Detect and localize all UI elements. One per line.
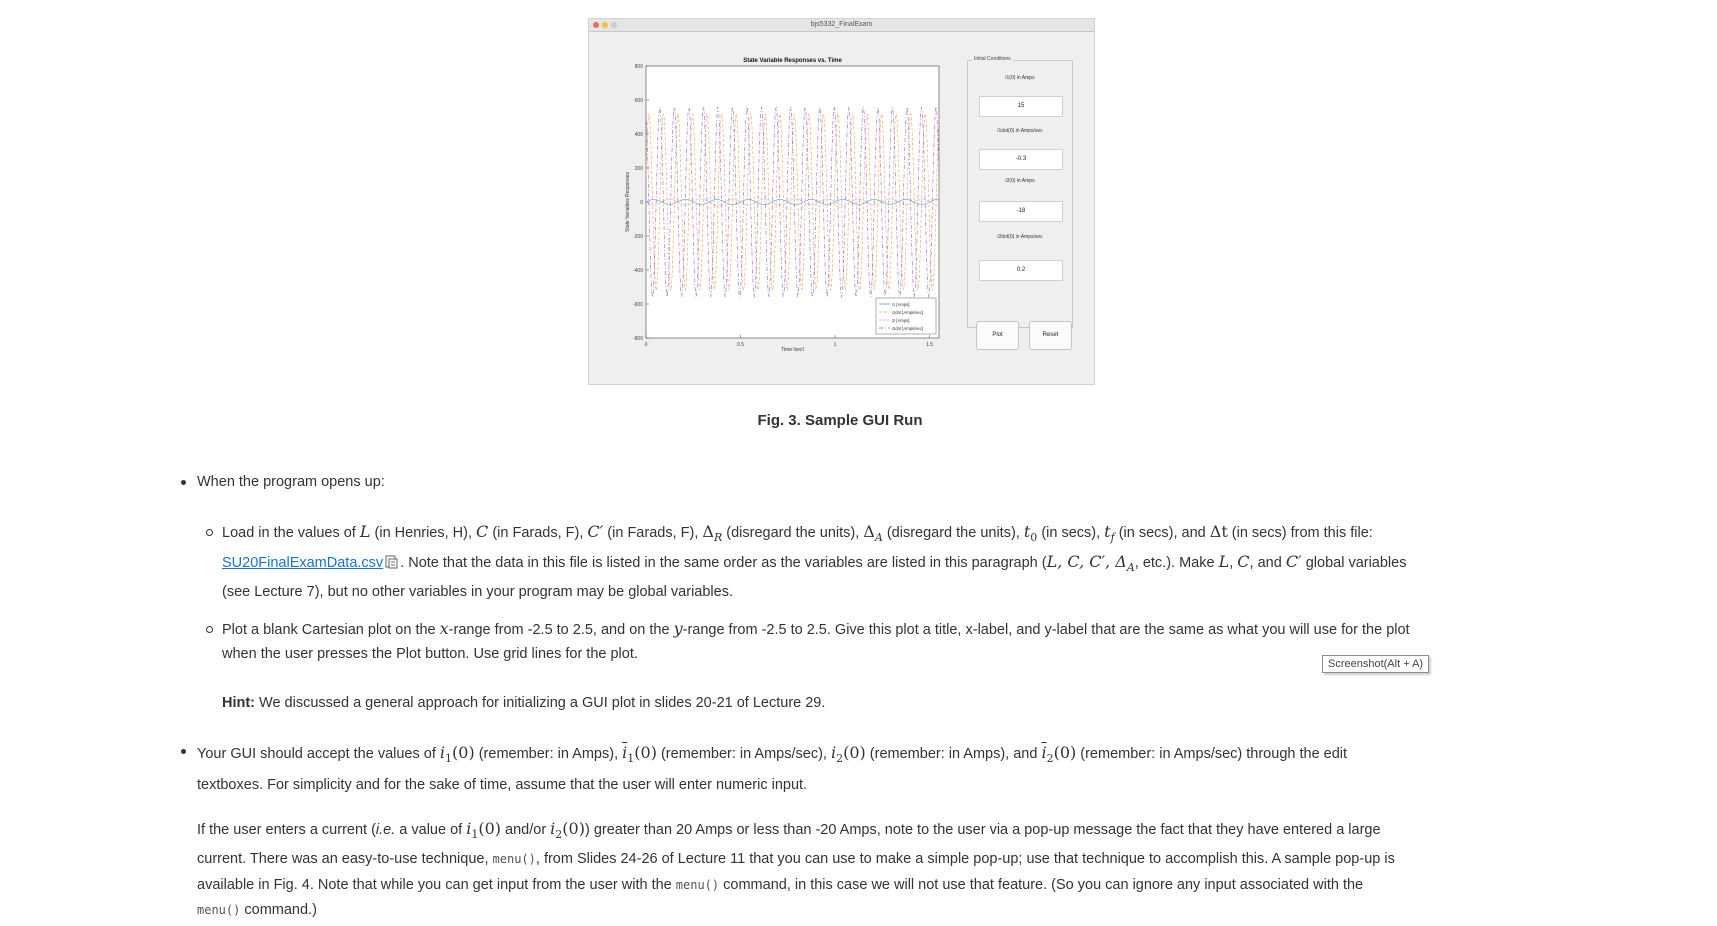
math-arg: (0) — [1053, 743, 1077, 762]
x-tick-label: 0 — [644, 342, 648, 348]
reset-button[interactable]: Reset — [1029, 321, 1072, 350]
subbullet-load-values — [222, 520, 1522, 604]
text: command, in this case we will not use that feature. (So you can ignore any input associated with the — [719, 876, 1364, 893]
text: (remember: in Amps), — [474, 746, 623, 762]
text: -range from -2.5 to 2.5, and on the — [448, 622, 674, 638]
screenshot-tooltip: Screenshot(Alt + A) — [1322, 655, 1429, 673]
line — [197, 873, 1517, 899]
math-L: L — [1218, 551, 1230, 571]
i2dot-input[interactable]: 0.2 — [979, 260, 1063, 281]
text: , etc.). Make — [1134, 554, 1219, 571]
line — [222, 617, 1542, 642]
i2dot-label: i2dot(0) in Amps/sec — [997, 234, 1043, 240]
legend-entry: i2 [Amps] — [892, 317, 910, 323]
line — [197, 847, 1517, 873]
text: If the user enters a current ( — [197, 822, 376, 838]
text: command.) — [240, 902, 317, 919]
legend-entry: i2dot [Amps/sec] — [892, 325, 923, 331]
minimize-window-icon[interactable] — [602, 22, 608, 28]
i1dot-input[interactable]: -0.3 — [979, 149, 1063, 170]
text: , and — [1249, 554, 1286, 571]
text: available in Fig. 4. Note that while you can get input from the user with the — [197, 876, 676, 893]
math-arg: (0) — [634, 743, 657, 762]
math-C-prime: C′ — [587, 522, 604, 541]
text: i.e. — [375, 822, 396, 838]
math-i1-dot: $\overline{i}$ — [622, 743, 628, 762]
math-arg: (0) — [452, 743, 475, 762]
subscript: 2 — [836, 751, 844, 765]
line: textboxes. For simplicity and for the sake of time, assume that the user will enter numeric input. — [197, 776, 808, 793]
close-window-icon[interactable] — [593, 22, 599, 28]
axes-box — [646, 66, 939, 338]
subscript: 2 — [555, 827, 563, 841]
text: (in secs), — [1037, 525, 1105, 541]
matlab-figure-window — [588, 18, 1095, 385]
text: (in Henries, H), — [370, 525, 477, 541]
math-tf: t — [1104, 522, 1111, 541]
y-tick-label: -400 — [632, 268, 643, 274]
math-t0: t — [1023, 522, 1031, 541]
text: and/or — [501, 822, 551, 838]
i1dot-label: i1dot(0) in Amps/sec — [997, 128, 1043, 134]
subscript: A — [874, 530, 883, 544]
y-tick-label: 400 — [634, 132, 643, 138]
text: (in secs) from this file: — [1227, 525, 1373, 541]
subscript: f — [1110, 530, 1115, 544]
text: (in Farads, F), — [488, 525, 588, 541]
line: (see Lecture 7), but no other variables in your program may be global variables. — [222, 583, 733, 600]
i2-input[interactable]: -18 — [979, 201, 1063, 222]
y-axis-label: State Variables Responses — [625, 172, 631, 232]
code-menu: menu() — [675, 877, 720, 892]
math-i2: i — [830, 743, 837, 762]
y-tick-label: -800 — [632, 336, 643, 342]
code-menu: menu() — [197, 903, 241, 918]
line — [197, 739, 1517, 772]
chart-svg — [621, 51, 941, 351]
text: (in secs), and — [1114, 525, 1210, 541]
text: . Note that the data in this file is listed in the same order as the variables are listed in this paragraph ( — [400, 554, 1047, 571]
legend-entry: i1dot [Amps/sec] — [892, 309, 923, 315]
math-y: y — [673, 619, 683, 638]
i1-label: i1(0) in Amps — [1005, 75, 1035, 81]
panel-title: Initial Conditions — [974, 56, 1011, 62]
subscript: 2 — [1046, 751, 1054, 765]
math-C-prime: C′ — [1285, 551, 1302, 571]
y-tick-label: -200 — [632, 234, 643, 240]
figure-window-title: bjs5332_FinalExam — [810, 21, 873, 28]
subscript: A — [1126, 560, 1135, 574]
math-L: L — [359, 522, 371, 541]
figure-titlebar — [589, 19, 1094, 32]
x-axis-label: Time [sec] — [781, 347, 804, 351]
y-tick-label: 600 — [634, 98, 643, 104]
math-arg: (0) — [843, 743, 866, 762]
math-i1: i — [439, 743, 446, 762]
line — [222, 520, 1522, 550]
chart-title: State Variable Responses vs. Time — [743, 58, 842, 64]
text: , — [1229, 554, 1238, 571]
initial-conditions-panel — [967, 56, 1073, 328]
y-tick-label: 0 — [640, 200, 643, 206]
file-download-icon[interactable] — [385, 555, 398, 569]
text: , from Slides 24-26 of Lecture 11 that you can use to make a simple pop-up; use that technique to accomplish this. A sample pop-up is — [535, 851, 1395, 868]
text: Your GUI should accept the values of — [197, 746, 440, 762]
text: ) greater than 20 Amps or less than -20 Amps, note to the user via a pop-up message the fact that they have entered a large — [584, 822, 1381, 838]
bullet-gui-accepts — [197, 739, 1517, 799]
text: Plot a blank Cartesian plot on the — [222, 622, 440, 638]
line — [222, 550, 1522, 580]
math-arg: (0) — [562, 819, 585, 838]
plot-button[interactable]: Plot — [976, 321, 1019, 350]
x-tick-label: 1 — [833, 342, 837, 348]
subscript: R — [713, 530, 723, 544]
text: -range from -2.5 to 2.5. Give this plot a title, x-label, and y-label that are the same as what you will use for the plot — [682, 622, 1410, 638]
maximize-window-icon[interactable] — [611, 22, 617, 28]
math-delta-A: Δ — [863, 522, 875, 541]
math-i2-dot: $\overline{i}$ — [1041, 743, 1047, 762]
math-variable-order: L, C, C′, Δ — [1046, 551, 1127, 571]
math-x: x — [439, 619, 449, 638]
math-arg: (0) — [478, 819, 501, 838]
figure-caption: Fig. 3. Sample GUI Run — [757, 412, 923, 429]
line — [197, 816, 1517, 847]
text: (disregard the units), — [722, 525, 864, 541]
state-variable-plot[interactable] — [621, 51, 941, 351]
text: global variables — [1301, 554, 1407, 571]
y-tick-label: 200 — [634, 166, 643, 172]
x-tick-label: 0.5 — [737, 342, 744, 348]
bullet-program-opens — [197, 470, 1497, 494]
x-tick-label: 1.5 — [926, 342, 934, 348]
subscript: 1 — [627, 751, 635, 765]
csv-file-link[interactable]: SU20FinalExamData.csv — [222, 554, 384, 571]
text: (remember: in Amps), and — [865, 746, 1042, 762]
text: (in Farads, F), — [603, 525, 703, 541]
subscript: 1 — [445, 751, 453, 765]
popup-paragraph — [197, 816, 1517, 924]
math-i1: i — [466, 819, 472, 838]
code-menu: menu() — [492, 852, 536, 867]
text: (disregard the units), — [882, 525, 1024, 541]
text: (remember: in Amps/sec), — [656, 746, 831, 762]
hint-label: Hint: — [222, 695, 256, 711]
subscript: 0 — [1030, 530, 1038, 544]
text: (remember: in Amps/sec) through the edit — [1076, 746, 1348, 762]
i2-label: i2(0) in Amps — [1005, 178, 1035, 184]
math-delta-t: Δt — [1209, 522, 1228, 541]
legend-entry: i1 [Amps] — [892, 301, 910, 307]
subscript: 1 — [471, 827, 479, 841]
hint-paragraph — [222, 691, 1522, 715]
math-C: C — [476, 522, 489, 541]
line — [197, 898, 1517, 924]
math-C: C — [1237, 551, 1250, 571]
i1-input[interactable]: 15 — [979, 96, 1063, 117]
text: Load in the values of — [222, 525, 360, 541]
text: a value of — [395, 822, 467, 838]
math-i2: i — [550, 819, 556, 838]
math-delta-R: Δ — [702, 522, 714, 541]
line: when the user presses the Plot button. Use grid lines for the plot. — [222, 646, 638, 662]
bullet-text: When the program opens up: — [197, 474, 385, 490]
y-tick-label: 800 — [634, 64, 643, 70]
y-tick-label: -600 — [632, 302, 643, 308]
text: current. There was an easy-to-use technique, — [197, 851, 493, 868]
hint-text: We discussed a general approach for initializing a GUI plot in slides 20-21 of Lecture 29. — [255, 695, 826, 711]
